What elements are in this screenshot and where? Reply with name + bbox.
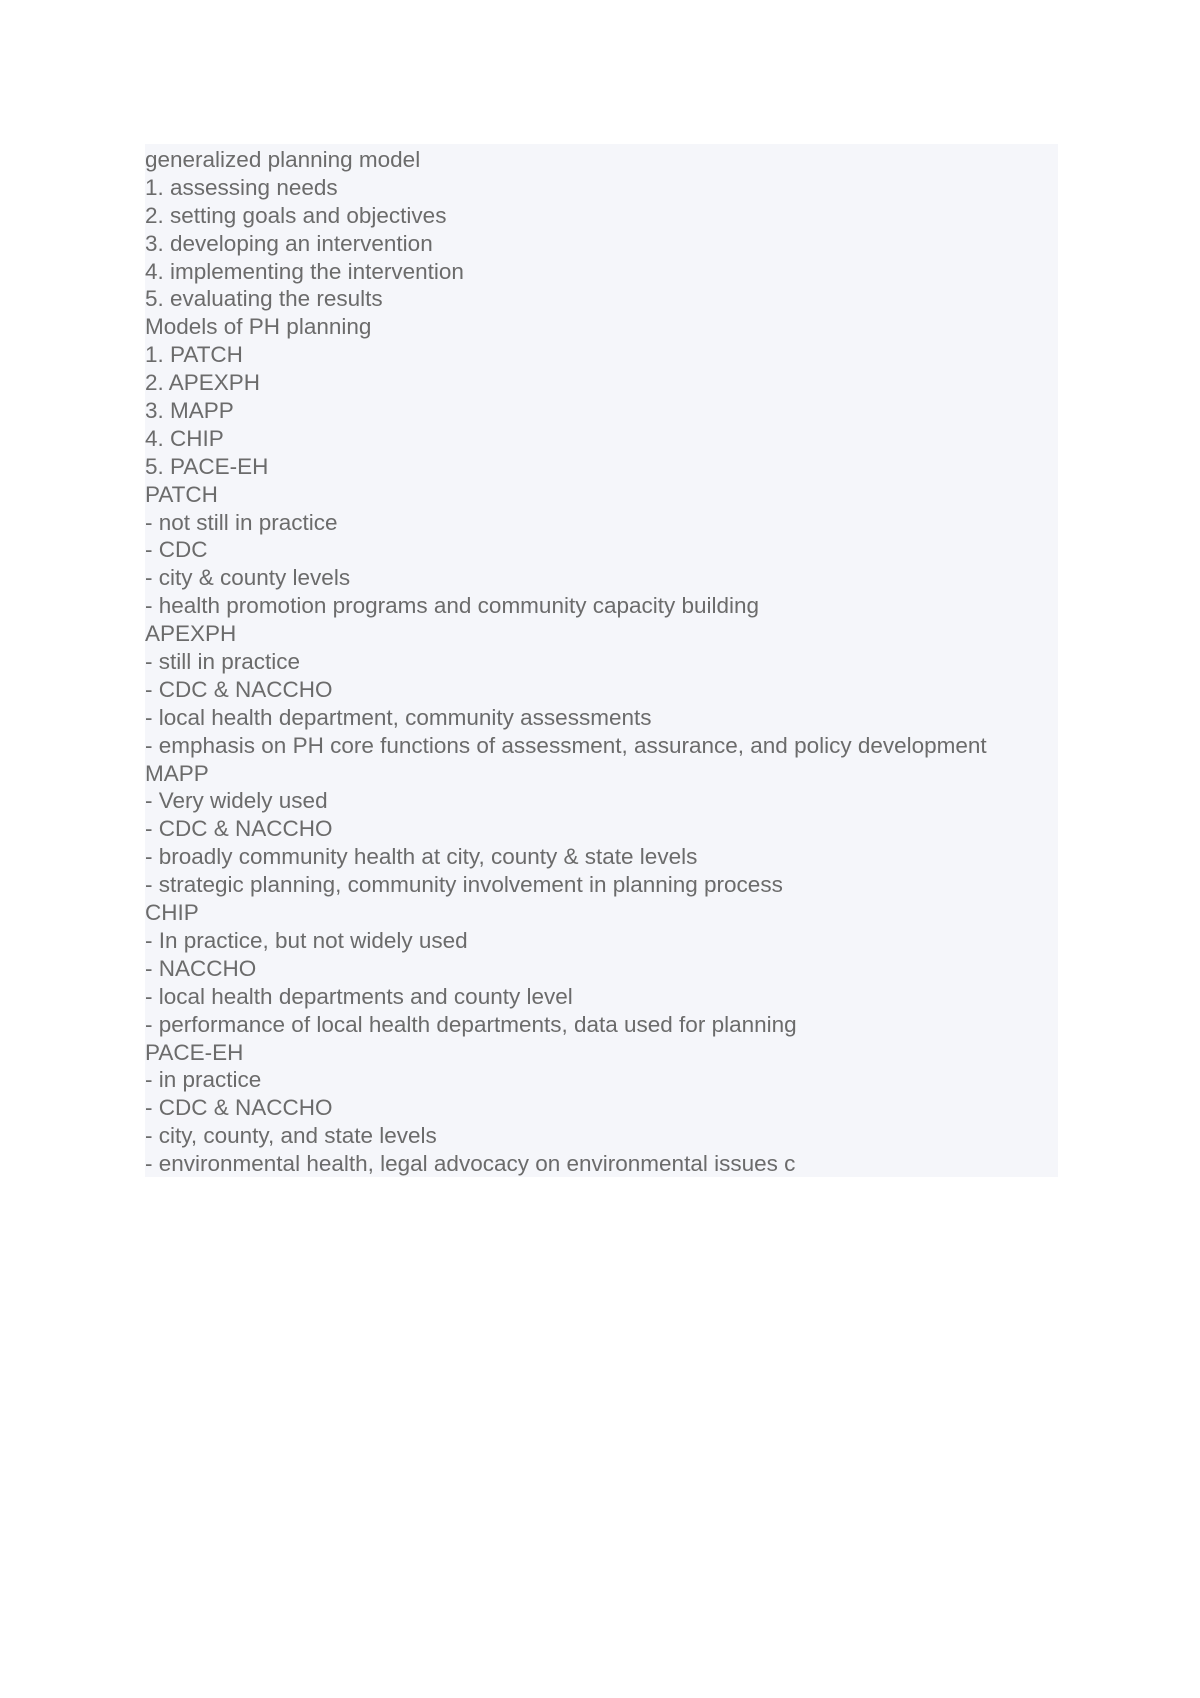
text-line: - local health department, community assessments: [145, 704, 652, 730]
text-line: - broadly community health at city, county & state levels: [145, 844, 698, 870]
text-line: 1. assessing needs: [145, 174, 338, 200]
text-line: - environmental health, legal advocacy on environmental issues c: [145, 1151, 796, 1177]
text-line: 5. PACE-EH: [145, 453, 269, 479]
text-line: 4. CHIP: [145, 425, 224, 451]
text-line: - Very widely used: [145, 788, 328, 814]
text-line: - strategic planning, community involvement in planning process: [145, 872, 783, 898]
text-line: generalized planning model: [145, 147, 421, 172]
text-line: - CDC: [145, 537, 208, 563]
text-line: - In practice, but not widely used: [145, 927, 468, 953]
text-line: 4. implementing the intervention: [145, 258, 464, 284]
text-line: - in practice: [145, 1067, 262, 1093]
text-line: - CDC & NACCHO: [145, 816, 333, 842]
text-line: 2. setting goals and objectives: [145, 202, 447, 228]
text-line: - CDC & NACCHO: [145, 1095, 333, 1121]
text-line: 5. evaluating the results: [145, 286, 383, 312]
text-line: Models of PH planning: [145, 314, 372, 340]
text-line: - performance of local health departments, data used for planning: [145, 1011, 797, 1037]
text-line: 3. developing an intervention: [145, 230, 433, 256]
text-line: - emphasis on PH core functions of assessment, assurance, and policy development: [145, 732, 987, 758]
text-line: CHIP: [145, 900, 199, 926]
study-notes-text-block: [145, 144, 1058, 1177]
text-line: PACE-EH: [145, 1039, 244, 1065]
text-line: - still in practice: [145, 649, 301, 675]
text-line: - city, county, and state levels: [145, 1123, 437, 1149]
text-line: - CDC & NACCHO: [145, 676, 333, 702]
text-line: 1. PATCH: [145, 342, 243, 368]
text-line: PATCH: [145, 481, 218, 507]
text-line: MAPP: [145, 760, 209, 786]
text-line: 2. APEXPH: [145, 370, 261, 396]
text-line: - health promotion programs and community capacity building: [145, 593, 760, 619]
text-line: - city & county levels: [145, 565, 351, 591]
text-line: - NACCHO: [145, 955, 257, 981]
text-line: 3. MAPP: [145, 398, 234, 424]
text-line: APEXPH: [145, 621, 237, 647]
text-line: - not still in practice: [145, 509, 338, 535]
text-line: - local health departments and county level: [145, 983, 573, 1009]
